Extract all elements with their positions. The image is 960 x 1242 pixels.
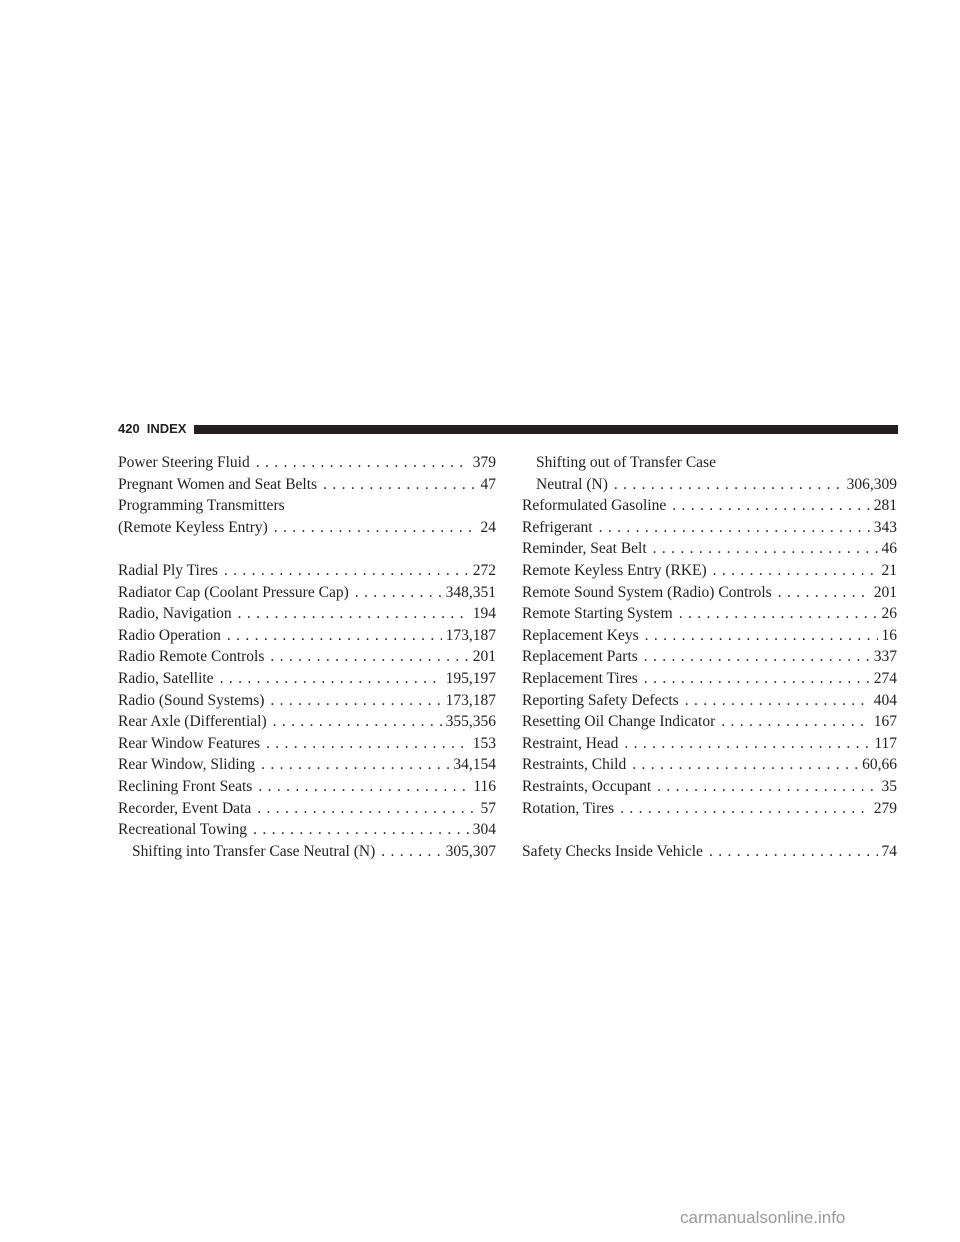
index-entry-page: 173,187 bbox=[445, 626, 496, 644]
index-entry-label: Rear Axle (Differential) bbox=[118, 713, 267, 731]
index-entry bbox=[522, 690, 897, 712]
dot-leader bbox=[657, 776, 877, 798]
index-entry-label: Radiator Cap (Coolant Pressure Cap) bbox=[118, 583, 349, 601]
dot-leader bbox=[257, 798, 476, 820]
index-entry bbox=[522, 711, 897, 733]
index-subentry bbox=[118, 841, 496, 863]
index-entry-label: (Remote Keyless Entry) bbox=[118, 518, 268, 536]
index-entry-label: Remote Keyless Entry (RKE) bbox=[522, 561, 707, 579]
dot-leader bbox=[258, 776, 469, 798]
index-entry bbox=[118, 603, 496, 625]
index-entry-label: Recorder, Event Data bbox=[118, 799, 252, 817]
index-entry-page: 337 bbox=[873, 648, 897, 666]
dot-leader bbox=[599, 517, 870, 539]
index-entry-page: 194 bbox=[472, 605, 496, 623]
index-entry bbox=[522, 776, 897, 798]
dot-leader bbox=[644, 668, 870, 690]
dot-leader bbox=[778, 582, 870, 604]
index-entry-label: Radio Remote Controls bbox=[118, 648, 265, 666]
index-entry bbox=[118, 625, 496, 647]
index-entry-page: 116 bbox=[473, 777, 496, 795]
index-entry-label: Reclining Front Seats bbox=[118, 777, 253, 795]
index-entry bbox=[522, 733, 897, 755]
index-entry-page: 173,187 bbox=[445, 691, 496, 709]
dot-leader bbox=[253, 819, 469, 841]
page-number: 420 bbox=[118, 421, 140, 436]
index-entry bbox=[118, 560, 496, 582]
index-entry-page: 46 bbox=[881, 540, 897, 558]
index-entry-page: 60,66 bbox=[862, 756, 897, 774]
dot-leader bbox=[645, 625, 878, 647]
watermark: carmanualsonline.info bbox=[680, 1208, 846, 1227]
index-entry-label: Radio, Navigation bbox=[118, 605, 232, 623]
index-entry-page: 35 bbox=[881, 777, 897, 795]
index-entry-page: 74 bbox=[881, 842, 897, 860]
index-entry-label: Recreational Towing bbox=[118, 821, 248, 839]
dot-leader bbox=[381, 841, 441, 863]
index-entry-page: 195,197 bbox=[445, 669, 496, 687]
dot-leader bbox=[355, 582, 442, 604]
dot-leader bbox=[624, 733, 870, 755]
index-entry-label: Safety Checks Inside Vehicle bbox=[522, 842, 703, 860]
index-entry bbox=[118, 776, 496, 798]
dot-leader bbox=[256, 452, 469, 474]
index-entry-page: 274 bbox=[873, 669, 897, 687]
index-entry-label: Refrigerant bbox=[522, 518, 593, 536]
index-entry bbox=[118, 646, 496, 668]
index-entry-label: Pregnant Women and Seat Belts bbox=[118, 475, 318, 493]
index-entry bbox=[118, 733, 496, 755]
index-entry-label: Radial Ply Tires bbox=[118, 561, 218, 579]
index-entry-label: Neutral (N) bbox=[536, 475, 608, 493]
index-entry bbox=[118, 711, 496, 733]
dot-leader bbox=[238, 603, 469, 625]
index-subentry bbox=[522, 474, 897, 496]
index-entry-page: 57 bbox=[480, 799, 496, 817]
index-entry-label: Remote Starting System bbox=[522, 605, 673, 623]
section-title: INDEX bbox=[146, 421, 187, 436]
index-entry-label: Radio (Sound Systems) bbox=[118, 691, 265, 709]
index-entry bbox=[522, 625, 897, 647]
index-entry bbox=[522, 841, 897, 863]
index-entry-page: 26 bbox=[881, 605, 897, 623]
dot-leader bbox=[274, 517, 477, 539]
index-entry bbox=[118, 819, 496, 841]
index-entry-page: 404 bbox=[873, 691, 897, 709]
index-entry bbox=[522, 517, 897, 539]
index-entry bbox=[522, 560, 897, 582]
index-entry bbox=[118, 668, 496, 690]
dot-leader bbox=[266, 733, 469, 755]
index-entry-page: 379 bbox=[472, 454, 496, 471]
dot-leader bbox=[614, 474, 843, 496]
index-entry bbox=[118, 517, 496, 539]
index-entry-label: Programming Transmitters bbox=[118, 497, 285, 515]
index-entry-label: Rear Window Features bbox=[118, 734, 260, 752]
index-entry-page: 201 bbox=[873, 583, 897, 601]
index-entry-page: 21 bbox=[881, 561, 897, 579]
index-column-left bbox=[118, 452, 496, 862]
index-entry-page: 272 bbox=[472, 561, 496, 579]
index-subentry bbox=[522, 452, 897, 474]
index-entry-page: 24 bbox=[480, 518, 496, 536]
dot-leader bbox=[632, 754, 858, 776]
index-entry-label: Restraints, Occupant bbox=[522, 777, 652, 795]
index-entry bbox=[522, 582, 897, 604]
index-entry bbox=[118, 690, 496, 712]
index-entry-page: 201 bbox=[472, 648, 496, 666]
index-entry-label: Restraint, Head bbox=[522, 734, 619, 752]
index-entry-label: Rotation, Tires bbox=[522, 799, 615, 817]
index-entry-page: 348,351 bbox=[445, 583, 496, 601]
index-entry-label: Shifting into Transfer Case Neutral (N) bbox=[132, 842, 376, 860]
index-entry bbox=[118, 474, 496, 496]
page-header bbox=[118, 422, 898, 436]
index-entry-label: Reminder, Seat Belt bbox=[522, 540, 647, 558]
index-entry bbox=[522, 668, 897, 690]
index-entry-page: 343 bbox=[873, 518, 897, 536]
index-entry-page: 47 bbox=[480, 475, 496, 493]
index-entry-label: Replacement Keys bbox=[522, 626, 639, 644]
index-entry-label: Reformulated Gasoline bbox=[522, 497, 667, 515]
index-entry-label: Radio, Satellite bbox=[118, 669, 214, 687]
dot-leader bbox=[644, 646, 870, 668]
index-entry-label: Power Steering Fluid bbox=[118, 454, 250, 471]
dot-leader bbox=[672, 495, 870, 517]
index-entry-page: 153 bbox=[472, 734, 496, 752]
dot-leader bbox=[261, 754, 449, 776]
dot-leader bbox=[273, 711, 442, 733]
dot-leader bbox=[653, 538, 878, 560]
index-entry bbox=[522, 754, 897, 776]
index-entry-label: Reporting Safety Defects bbox=[522, 691, 679, 709]
index-entry-page: 305,307 bbox=[445, 842, 496, 860]
index-entry bbox=[118, 582, 496, 604]
dot-leader bbox=[709, 841, 878, 863]
dot-leader bbox=[620, 798, 870, 820]
index-entry-page: 34,154 bbox=[453, 756, 496, 774]
index-column-right bbox=[522, 452, 897, 862]
index-entry-page: 355,356 bbox=[445, 713, 496, 731]
index-entry-page: 306,309 bbox=[846, 475, 897, 493]
index-entry bbox=[118, 754, 496, 776]
index-entry-label: Replacement Parts bbox=[522, 648, 638, 666]
index-entry bbox=[522, 646, 897, 668]
index-entry-page: 16 bbox=[881, 626, 897, 644]
index-entry bbox=[522, 495, 897, 517]
index-spacer bbox=[118, 538, 496, 560]
index-entry bbox=[522, 798, 897, 820]
dot-leader bbox=[227, 625, 442, 647]
index-entry bbox=[118, 495, 496, 517]
dot-leader bbox=[224, 560, 469, 582]
index-entry bbox=[118, 452, 496, 474]
index-spacer bbox=[522, 819, 897, 841]
index-entry bbox=[522, 603, 897, 625]
index-entry bbox=[118, 798, 496, 820]
dot-leader bbox=[220, 668, 442, 690]
index-entry-label: Replacement Tires bbox=[522, 669, 638, 687]
index-entry-page: 279 bbox=[873, 799, 897, 817]
dot-leader bbox=[323, 474, 476, 496]
dot-leader bbox=[270, 646, 468, 668]
index-entry-page: 117 bbox=[874, 734, 897, 752]
index-entry-label: Shifting out of Transfer Case bbox=[536, 454, 716, 471]
index-entry-label: Rear Window, Sliding bbox=[118, 756, 256, 774]
index-entry-page: 167 bbox=[873, 713, 897, 731]
index-entry-page: 281 bbox=[873, 497, 897, 515]
index-entry bbox=[522, 538, 897, 560]
header-rule bbox=[194, 425, 898, 434]
index-entry-label: Resetting Oil Change Indicator bbox=[522, 713, 716, 731]
index-entry-label: Remote Sound System (Radio) Controls bbox=[522, 583, 772, 601]
index-entry-page: 304 bbox=[472, 821, 496, 839]
dot-leader bbox=[270, 690, 441, 712]
dot-leader bbox=[721, 711, 869, 733]
index-entry-label: Restraints, Child bbox=[522, 756, 627, 774]
index-entry-label: Radio Operation bbox=[118, 626, 221, 644]
dot-leader bbox=[679, 603, 878, 625]
dot-leader bbox=[713, 560, 878, 582]
dot-leader bbox=[685, 690, 870, 712]
